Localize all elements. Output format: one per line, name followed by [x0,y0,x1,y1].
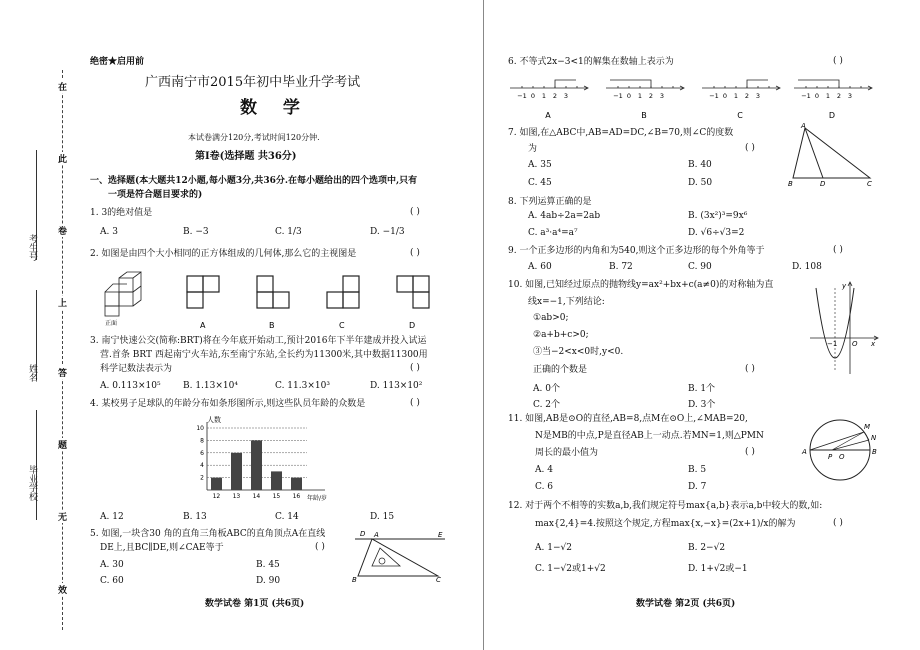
seal-char: 上 [58,296,67,309]
option-label: C [737,111,743,120]
answer-paren[interactable]: ( ) [410,363,420,373]
footer-left: 数学试卷 第1页 (共6页) [205,599,305,609]
label-b: B [352,576,357,584]
solution-range [610,80,651,88]
label-d: D [820,180,826,188]
label-d: D [360,530,366,538]
seal-char: 在 [58,80,67,93]
view-b [257,276,289,308]
q2-figures [95,270,455,332]
q11-option-d[interactable]: D. 7 [688,482,707,492]
q3-option-b[interactable]: B. 1.13×10⁴ [183,381,238,391]
tick-label: 1 [541,92,547,100]
q12-option-c[interactable]: C. 1−√2或1+√2 [535,564,606,574]
q4-option-c[interactable]: C. 14 [275,512,299,522]
triangle-inner [372,548,400,566]
q9-option-c[interactable]: C. 90 [688,262,712,272]
y-tick-label: 10 [196,425,204,432]
tick-label: 2 [552,92,558,100]
q2-stem: 2. 如图是由四个大小相同的正方体组成的几何体,那么它的主视图是 [90,249,357,259]
q10-claim2: ②a+b+c>0; [533,330,589,340]
q11-line1: 11. 如图,AB是⊙O的直径,AB=8,点M在⊙O上,∠MAB=20, [508,414,748,424]
answer-paren[interactable]: ( ) [410,207,420,217]
answer-paren[interactable]: ( ) [745,447,755,457]
bar [291,478,302,490]
tick-label: 1 [637,92,643,100]
seal-char: 答 [58,366,67,379]
answer-paren[interactable]: ( ) [833,245,843,255]
x-tick-label: 16 [292,493,301,500]
q11-line3: 周长的最小值为 [535,448,599,458]
q12-line1: 12. 对于两个不相等的实数a,b,我们规定符号max{a,b}表示a,b中较大的数,如: [508,501,823,511]
q8-option-b[interactable]: B. (3x²)³=9x⁶ [688,211,748,221]
q10-claim3: ③当−2<x<0时,y<0. [533,347,624,357]
y-tick-label: 6 [200,449,204,457]
q5-line2: DE上,且BC∥DE,则∠CAE等于 [100,543,224,553]
solution-range [747,80,768,88]
page-divider [483,0,484,650]
tick-label: 1 [733,92,739,100]
x-tick-label: 15 [272,493,281,500]
label-o: O [839,453,845,461]
q7-option-a[interactable]: A. 35 [528,160,552,170]
q10-option-a[interactable]: A. 0个 [533,384,560,394]
answer-paren[interactable]: ( ) [833,56,843,66]
label-minus-one: −1 [827,340,838,348]
label-school: 毕业学校 [27,465,37,501]
label-c: C [339,321,345,330]
segment-pn [832,440,869,450]
q10-parabola-figure [808,278,880,376]
q6-stem: 6. 不等式2x−3<1的解集在数轴上表示为 [508,57,674,67]
view-c [327,276,359,308]
label-a: A [801,122,806,130]
label-exam-no: 考生号 [27,234,37,261]
chart-ylabel: 人数 [207,416,221,424]
label-name: 姓名 [27,364,37,382]
label-e: E [438,531,443,539]
q1-option-d[interactable]: D. −1/3 [370,227,405,237]
label-b: B [872,448,877,456]
q4-stem: 4. 某校男子足球队的年龄分布如条形图所示,则这些队员年龄的众数是 [90,399,366,409]
triangle-abc [358,539,438,576]
x-tick-label: 14 [252,493,261,500]
q7-line1: 7. 如图,在△ABC中,AB=AD=DC,∠B=70,则∠C的度数 [508,128,734,138]
tick-label: 0 [530,92,536,100]
tick-label: 3 [659,92,665,100]
answer-paren[interactable]: ( ) [410,248,420,258]
segment-mn [864,432,869,440]
bar [211,478,222,490]
q12-line2: max{2,4}=4.按照这个规定,方程max{x,−x}=(2x+1)/x的解为 [535,519,796,529]
q12-option-d[interactable]: D. 1+√2或−1 [688,564,748,574]
section-title-2: 一项是符合题目要求的) [108,190,203,200]
q10-claim1: ①ab>0; [533,313,569,323]
tick-label: −1 [517,92,527,100]
q4-option-b[interactable]: B. 13 [183,512,207,522]
q4-option-a[interactable]: A. 12 [100,512,124,522]
tick-label: −1 [709,92,719,100]
chart-xticks [213,493,301,500]
option-label: D [828,111,836,120]
footer-right: 数学试卷 第2页 (共6页) [636,599,736,609]
tick-label: 0 [722,92,728,100]
q9-option-b[interactable]: B. 72 [609,262,633,272]
answer-paren[interactable]: ( ) [833,518,843,528]
tick-label: 3 [847,92,853,100]
label-c: C [867,180,872,188]
q1-option-b[interactable]: B. −3 [183,227,209,237]
x-tick-label: 13 [232,493,241,500]
q10-line1: 10. 如图,已知经过原点的抛物线y=ax²+bx+c(a≠0)的对称轴为直 [508,280,774,290]
view-a [187,276,219,308]
tick-label: −1 [613,92,623,100]
tick-label: 1 [825,92,831,100]
q7-option-d[interactable]: D. 50 [688,178,713,188]
label-b: B [788,180,793,188]
option-label: B [641,111,647,120]
answer-paren[interactable]: ( ) [745,364,755,374]
hole [379,558,385,564]
cube-solid [105,272,141,316]
seal-char: 此 [58,152,67,165]
q9-stem: 9. 一个正多边形的内角和为540,则这个正多边形的每个外角等于 [508,246,765,256]
seal-char: 卷 [58,224,67,237]
front-label: 正面 [105,320,118,327]
seal-char: 题 [58,438,67,451]
q10-option-d[interactable]: D. 3个 [688,400,716,410]
q7-line2: 为 [528,144,538,154]
q10-option-c[interactable]: C. 2个 [533,400,561,410]
label-c: C [436,576,441,584]
q5-line1: 5. 如图,一块含30 角的直角三角板ABC的直角顶点A在直线 [90,529,326,539]
solution-range [798,80,839,88]
bar [271,471,282,490]
q8-option-d[interactable]: D. √6÷√3=2 [688,228,745,238]
q5-option-c[interactable]: C. 60 [100,576,124,586]
q11-line2: N是MB的中点,P是直径AB上一动点.若MN=1,则△PMN [535,431,764,441]
q7-figure [785,122,880,188]
q10-line2: 线x=−1,下列结论: [528,297,605,307]
q11-option-b[interactable]: B. 5 [688,465,707,475]
q6-number-lines [510,74,880,122]
q5-option-d[interactable]: D. 90 [256,576,281,586]
q11-circle-figure [796,412,880,484]
label-d: D [409,321,416,330]
tick-label: 3 [755,92,761,100]
label-m: M [864,423,871,431]
q9-option-d[interactable]: D. 108 [792,262,822,272]
answer-paren[interactable]: ( ) [410,398,420,408]
q4-bar-chart [185,412,355,504]
chart-grid [207,422,325,490]
tick-label: 0 [626,92,632,100]
exam-title: 广西南宁市2015年初中毕业升学考试 [145,75,361,90]
tick-label: 2 [744,92,750,100]
q1-option-a[interactable]: A. 3 [100,227,118,237]
tick-label: 3 [563,92,569,100]
secret-mark: 绝密★启用前 [90,57,145,67]
label-p: P [828,453,833,461]
label-n: N [871,434,877,442]
label-a: A [200,321,206,330]
label-y: y [842,282,847,290]
section-title: 一、选择题(本大题共12小题,每小题3分,共36分.在每小题给出的四个选项中,只有 [90,176,418,186]
y-tick-label: 2 [200,474,204,482]
q11-option-a[interactable]: A. 4 [535,465,553,475]
q3-line3: 科学记数法表示为 [100,364,173,374]
q5-option-a[interactable]: A. 30 [100,560,124,570]
q3-line1: 3. 南宁快速公交(简称:BRT)将在今年底开始动工,预计2016年下半年建成并投入试运 [90,336,427,346]
tick-label: 0 [814,92,820,100]
q9-option-a[interactable]: A. 60 [528,262,552,272]
q10-line3: 正确的个数是 [533,365,588,375]
q12-option-a[interactable]: A. 1−√2 [535,543,572,553]
q11-option-c[interactable]: C. 6 [535,482,554,492]
label-x: x [871,340,876,348]
view-d [397,276,429,308]
bar [251,440,262,490]
subject-title: 数 学 [240,98,310,118]
solution-range [555,80,576,88]
y-tick-label: 4 [200,462,204,470]
x-tick-label: 12 [212,493,221,500]
part-title: 第Ⅰ卷(选择题 共36分) [195,151,297,162]
label-a: A [374,531,379,539]
exam-info: 本试卷满分120分,考试时间120分钟. [188,133,320,142]
chart-xlabel: 年龄/岁 [307,495,328,502]
answer-paren[interactable]: ( ) [315,542,325,552]
seal-char: 效 [58,583,67,596]
chart-yticks [196,425,204,482]
q3-line2: 营.首条 BRT 西起南宁火车站,东至南宁东站,全长约为11300米,其中数据11300用 [100,350,428,360]
q1-option-c[interactable]: C. 1/3 [275,227,302,237]
tick-label: 2 [648,92,654,100]
q7-option-b[interactable]: B. 40 [688,160,712,170]
q5-figure [350,526,450,584]
bar [231,453,242,490]
q3-option-d[interactable]: D. 113×10² [370,381,423,391]
tick-label: 2 [836,92,842,100]
tick-label: −1 [801,92,811,100]
q8-option-c[interactable]: C. a³·a⁴=a⁷ [528,228,578,238]
q8-option-a[interactable]: A. 4ab÷2a=2ab [528,211,601,221]
q10-option-b[interactable]: B. 1个 [688,384,716,394]
label-o: O [852,340,858,348]
y-tick-label: 8 [200,437,204,445]
label-b: B [269,321,275,330]
label-a: A [802,448,807,456]
answer-paren[interactable]: ( ) [745,143,755,153]
q1-stem: 1. 3的绝对值是 [90,208,153,218]
q7-option-c[interactable]: C. 45 [528,178,552,188]
seal-char: 无 [58,510,67,523]
q4-option-d[interactable]: D. 15 [370,512,395,522]
q12-option-b[interactable]: B. 2−√2 [688,543,726,553]
triangle-abc [793,128,870,178]
option-label: A [545,111,551,120]
q5-option-b[interactable]: B. 45 [256,560,280,570]
q8-stem: 8. 下列运算正确的是 [508,197,592,207]
q3-option-a[interactable]: A. 0.113×10⁵ [100,381,161,391]
q3-option-c[interactable]: C. 11.3×10³ [275,381,330,391]
